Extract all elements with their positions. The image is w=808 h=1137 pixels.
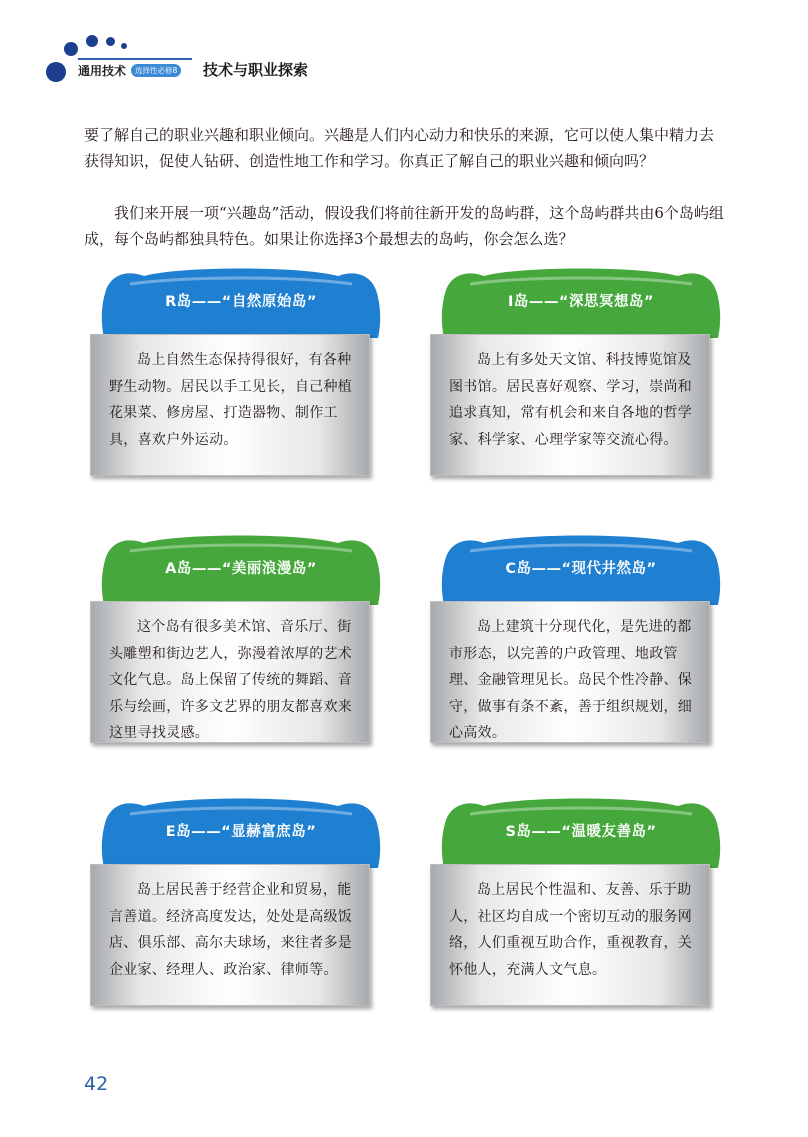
card-panel	[430, 601, 710, 743]
page-number: 42	[84, 1073, 109, 1095]
card-title: E岛——“显赫富庶岛”	[165, 824, 317, 840]
book-volume-badge: 选择性必修8	[131, 64, 181, 77]
page-header	[0, 0, 808, 100]
decor-dot-large	[46, 62, 66, 82]
intro-paragraph: 要了解自己的职业兴趣和职业倾向。兴趣是人们内心动力和快乐的来源，它可以使人集中精力去获得知识，促使人钻研、创造性地工作和学习。你真正了解自己的职业兴趣和倾向吗？	[84, 126, 715, 170]
card-description: 岛上居民个性温和、友善、乐于助人，社区均自成一个密切互动的服务网络，人们重视互助合作，重视教育，关怀他人，充满人文气息。	[449, 882, 693, 978]
header-rule	[78, 58, 192, 60]
decor-dot	[86, 35, 98, 47]
card-panel	[430, 334, 710, 476]
card-title: R岛——“自然原始岛”	[165, 294, 317, 310]
card-panel	[90, 601, 370, 743]
decor-dot	[106, 37, 115, 46]
card-panel	[90, 334, 370, 476]
decor-dot-small	[121, 43, 127, 49]
card-description: 岛上有多处天文馆、科技博览馆及图书馆。居民喜好观察、学习，崇尚和追求真知，常有机会和来自各地的哲学家、科学家、心理学家等交流心得。	[449, 352, 693, 448]
card-title: I岛——“深思冥想岛”	[508, 294, 654, 310]
island-card-s	[440, 798, 722, 1030]
card-description: 这个岛有很多美术馆、音乐厅、街头雕塑和街边艺人，弥漫着浓厚的艺术文化气息。岛上保留了传统的舞蹈、音乐与绘画，许多文艺界的朋友都喜欢来这里寻找灵感。	[109, 619, 353, 741]
card-title: A岛——“美丽浪漫岛”	[165, 561, 317, 577]
island-card-r	[100, 268, 382, 500]
card-title: C岛——“现代井然岛”	[505, 561, 657, 577]
activity-paragraph: 我们来开展一项“兴趣岛”活动，假设我们将前往新开发的岛屿群，这个岛屿群共由6个岛屿组成，每个岛屿都独具特色。如果让你选择3个最想去的岛屿，你会怎么选？	[84, 204, 724, 248]
island-card-a	[100, 535, 382, 767]
island-card-i	[440, 268, 722, 500]
decor-dot	[64, 42, 78, 56]
card-description: 岛上居民善于经营企业和贸易，能言善道。经济高度发达，处处是高级饭店、俱乐部、高尔夫球场，来往者多是企业家、经理人、政治家、律师等。	[109, 882, 353, 978]
card-description: 岛上建筑十分现代化，是先进的都市形态，以完善的户政管理、地政管理、金融管理见长。岛民个性冷静、保守，做事有条不紊，善于组织规划，细心高效。	[449, 619, 693, 741]
card-panel	[90, 864, 370, 1006]
chapter-title: 技术与职业探索	[203, 61, 309, 79]
island-card-c	[440, 535, 722, 767]
card-panel	[430, 864, 710, 1006]
book-title: 通用技术	[78, 64, 127, 78]
card-description: 岛上自然生态保持得很好，有各种野生动物。居民以手工见长，自己种植花果菜、修房屋、打造器物、制作工具，喜欢户外运动。	[109, 352, 353, 448]
card-title: S岛——“温暖友善岛”	[505, 824, 657, 840]
island-card-e	[100, 798, 382, 1030]
